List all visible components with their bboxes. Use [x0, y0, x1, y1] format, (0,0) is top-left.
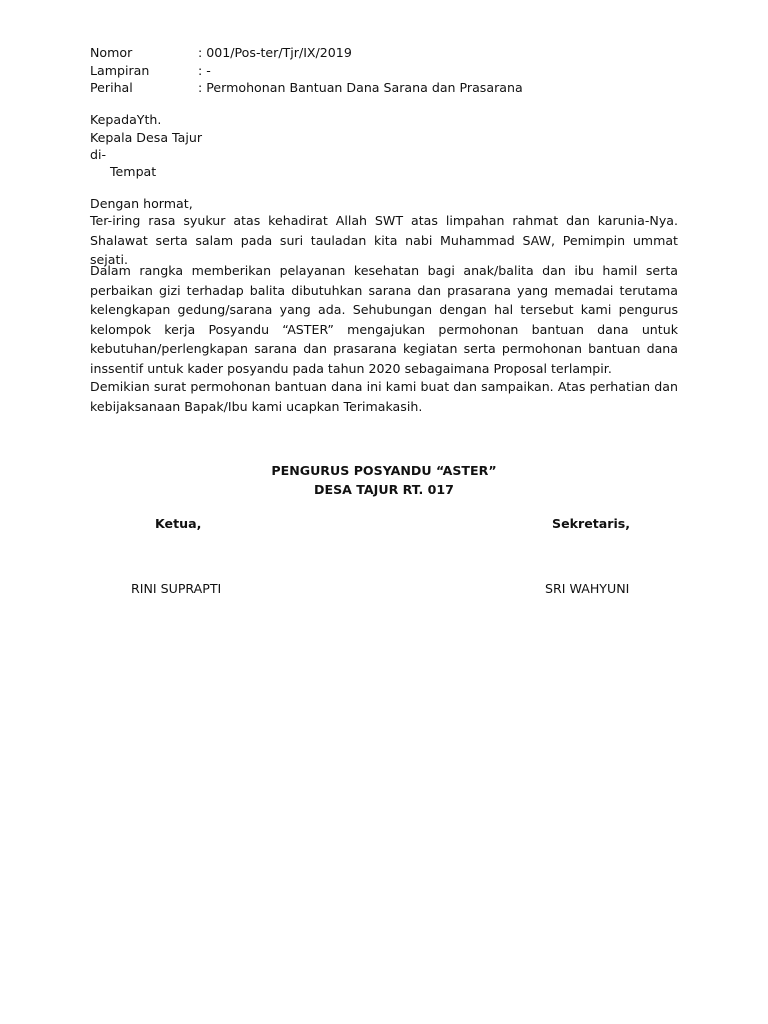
nomor-row — [90, 43, 352, 63]
paragraph-opening: Ter-iring rasa syukur atas kehadirat Allah SWT atas limpahan rahmat dan karunia-Nya. Shalawat serta salam pada suri tauladan kita nabi Muhammad SAW, Pemimpin ummat sejati. — [90, 213, 678, 268]
recipient-di: di- — [90, 147, 107, 162]
perihal-value: : Permohonan Bantuan Dana Sarana dan Prasarana — [198, 80, 523, 95]
paragraph-request: Dalam rangka memberikan pelayanan kesehatan bagi anak/balita dan ibu hamil serta perbaikan gizi terhadap balita dibutuhkan sarana dan prasarana yang memadai terutama kelengkapan gedung/sarana yang ada. Sehubungan dengan hal tersebut kami pengurus kelompok kerja Posyandu “ASTER” mengajukan permohonan bantuan dana untuk kebutuhan/perlengkapan sarana dan prasarana kegiatan serta permohonan bantuan dana inssentif untuk kader posyandu pada tahun 2020 sebagaimana Proposal terlampir. — [90, 263, 678, 376]
secretary-title: Sekretaris, — [552, 516, 631, 531]
chairman-title: Ketua, — [155, 516, 202, 531]
salutation: Dengan hormat, — [90, 196, 193, 211]
nomor-value: : 001/Pos-ter/Tjr/IX/2019 — [198, 45, 352, 60]
paragraph-closing: Demikian surat permohonan bantuan dana ini kami buat dan sampaikan. Atas perhatian dan kebijaksanaan Bapak/Ibu kami ucapkan Terimakasih. — [90, 379, 678, 414]
nomor-label: Nomor — [90, 45, 133, 60]
recipient-greeting: KepadaYth. — [90, 112, 162, 127]
chairman-name: RINI SUPRAPTI — [131, 581, 222, 596]
lampiran-value: : - — [198, 63, 211, 78]
perihal-row — [90, 78, 523, 98]
organization-name: PENGURUS POSYANDU “ASTER” — [271, 463, 497, 478]
organization-address: DESA TAJUR RT. 017 — [314, 482, 454, 497]
recipient-place: Tempat — [110, 164, 157, 179]
recipient-name: Kepala Desa Tajur — [90, 130, 203, 145]
secretary-name: SRI WAHYUNI — [545, 581, 630, 596]
lampiran-label: Lampiran — [90, 63, 150, 78]
perihal-label: Perihal — [90, 80, 133, 95]
